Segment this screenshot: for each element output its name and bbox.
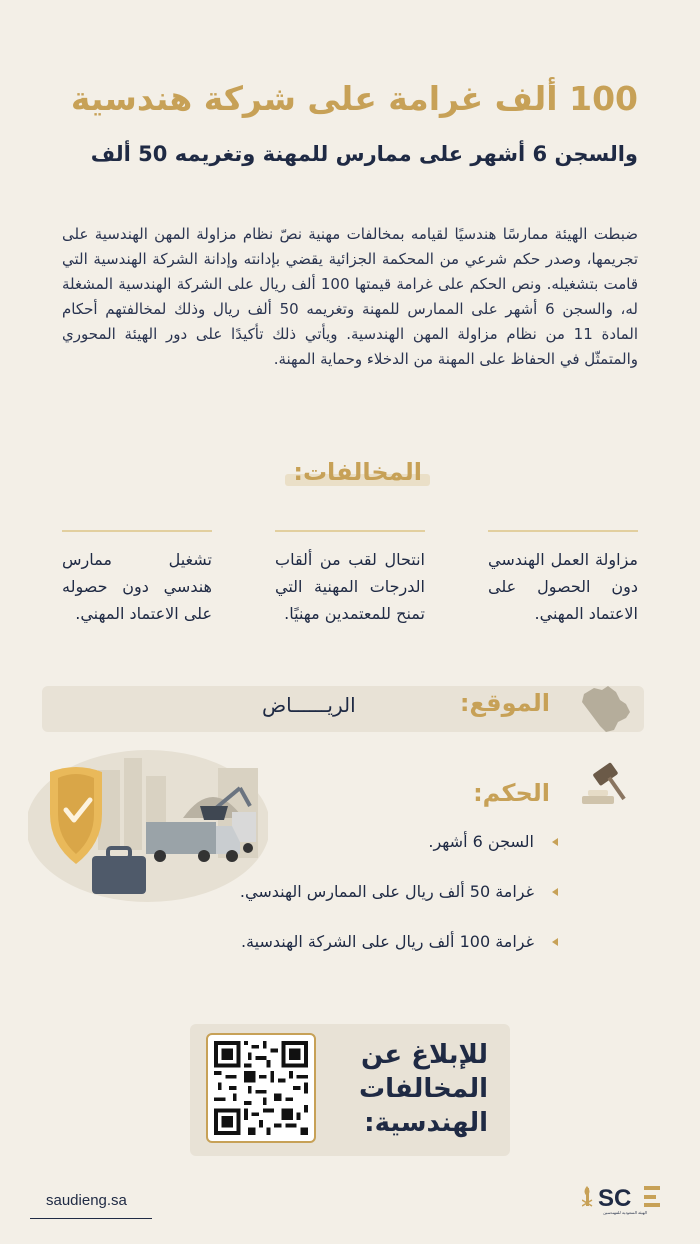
logo-subtitle: الهيئة السعودية للمهندسين xyxy=(603,1210,647,1215)
violation-text: تشغيل ممارس هندسي دون حصوله على الاعتماد المهني. xyxy=(62,550,212,623)
verdict-item xyxy=(240,828,550,878)
page-title: 100 ألف غرامة على شركة هندسية xyxy=(70,79,638,118)
verdict-text: غرامة 100 ألف ريال على الشركة الهندسية. xyxy=(240,932,534,951)
construction-illustration xyxy=(28,748,268,912)
violations-title: المخالفات: xyxy=(293,458,422,486)
footer-underline xyxy=(30,1218,152,1219)
page-subtitle: والسجن 6 أشهر على ممارس للمهنة وتغريمه 50 ألف xyxy=(90,142,638,166)
svg-text:SC: SC xyxy=(598,1185,632,1212)
violation-item xyxy=(62,530,212,660)
gavel-icon xyxy=(578,758,638,812)
verdict-item xyxy=(240,928,550,978)
verdict-text: السجن 6 أشهر. xyxy=(428,832,534,851)
saudi-map-icon xyxy=(576,682,634,740)
divider xyxy=(488,530,638,532)
violations-list xyxy=(62,530,638,660)
verdict-list xyxy=(240,828,550,978)
violation-text: انتحال لقب من ألقاب الدرجات المهنية التي تمنح للمعتمدين مهنيًا. xyxy=(275,550,425,623)
divider xyxy=(62,530,212,532)
violation-text: مزاولة العمل الهندسي دون الحصول على الاعتماد المهني. xyxy=(488,550,638,623)
violations-heading xyxy=(293,458,422,486)
qr-code[interactable] xyxy=(206,1033,316,1143)
report-text: للإبلاغ عن المخالفات الهندسية: xyxy=(359,1040,488,1138)
location-value: الريــــــاض xyxy=(262,693,356,717)
verdict-item xyxy=(240,878,550,928)
divider xyxy=(275,530,425,532)
website-link[interactable]: saudieng.sa xyxy=(46,1192,127,1209)
bullet-arrow-icon xyxy=(552,838,558,846)
verdict-text: غرامة 50 ألف ريال على الممارس الهندسي. xyxy=(239,882,534,901)
location-label: الموقع: xyxy=(459,689,550,717)
verdict-title: الحكم: xyxy=(473,779,550,807)
violation-item xyxy=(275,530,425,660)
bullet-arrow-icon xyxy=(552,888,558,896)
intro-paragraph: ضبطت الهيئة ممارسًا هندسيًا لقيامه بمخالفات مهنية نصّ نظام مزاولة المهن الهندسية على تجريمها، وصدر حكم شرعي من المحكمة الجزائية يقضي بإدانته وإدانة الشركة الهندسية التي قامت بتشغيله. ونص الحكم على غرامة قيمتها 100 ألف ريال على الشركة الهندسية المشغلة له، والسجن 6 أشهر على الممارس للمهنة وتغريمه 50 ألف ريال وذلك لمخالفتهم أحكام المادة 11 من نظام مزاولة المهن الهندسية. ويأتي ذلك تأكيدًا على دور الهيئة المحوري والمتمثّل في الحفاظ على المهنة من الدخلاء وحماية المهنة. xyxy=(62,225,638,368)
bullet-arrow-icon xyxy=(552,938,558,946)
violation-item xyxy=(488,530,638,660)
